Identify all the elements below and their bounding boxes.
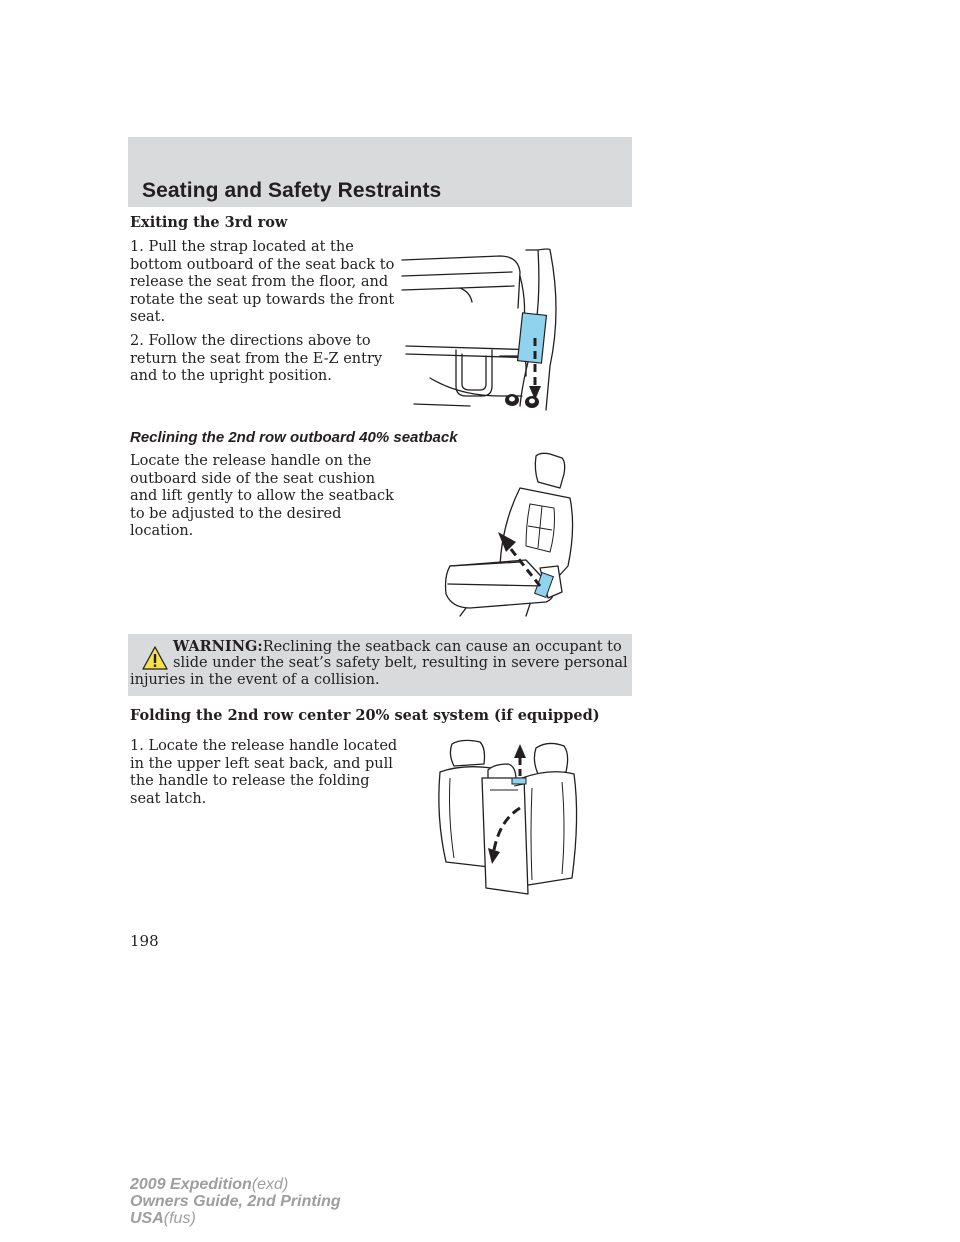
text-line: outboard side of the seat cushion xyxy=(130,470,376,487)
folding-step-1-text xyxy=(130,738,397,808)
warning-line-3: injuries in the event of a collision. xyxy=(130,672,380,688)
page-number: 198 xyxy=(130,932,159,950)
footer-line-1 xyxy=(130,1176,341,1193)
text-line: 2. Follow the directions above to xyxy=(130,333,371,349)
text-line: the handle to release the folding xyxy=(130,773,370,789)
warning-label: WARNING: xyxy=(173,638,263,655)
footer-line-3 xyxy=(130,1210,341,1227)
text-line: bottom outboard of the seat back to xyxy=(130,256,395,273)
text-line: to be adjusted to the desired xyxy=(130,505,342,522)
step-2-text xyxy=(130,333,382,386)
section-header-band xyxy=(128,137,632,207)
step-1-text xyxy=(130,239,394,327)
illustration-3rd-row-strap xyxy=(400,246,580,414)
heading-folding-2nd-row-center: Folding the 2nd row center 20% seat system (if equipped) xyxy=(130,707,600,724)
text-line: release the seat from the floor, and xyxy=(130,274,389,290)
illustration-reclining-seatback xyxy=(430,448,580,618)
warning-text-1: Reclining the seatback can cause an occupant to xyxy=(262,639,622,655)
footer-model: 2009 Expedition xyxy=(130,1176,252,1193)
text-line: and lift gently to allow the seatback xyxy=(130,488,394,504)
reclining-body-text xyxy=(130,453,394,541)
text-line: location. xyxy=(130,523,194,539)
illustration-folding-center-seat xyxy=(432,738,582,900)
text-line: seat latch. xyxy=(130,790,207,807)
text-line: 1. Pull the strap located at the xyxy=(130,239,354,255)
heading-exiting-3rd-row: Exiting the 3rd row xyxy=(130,214,288,231)
footer-line-2: Owners Guide, 2nd Printing xyxy=(130,1193,341,1210)
text-line: 1. Locate the release handle located xyxy=(130,738,398,754)
text-line: in the upper left seat back, and pull xyxy=(130,755,393,772)
document-footer xyxy=(130,1176,341,1227)
text-line: Locate the release handle on the xyxy=(130,453,372,469)
text-line: and to the upright position. xyxy=(130,368,332,384)
warning-triangle-icon xyxy=(142,646,168,670)
section-title: Seating and Safety Restraints xyxy=(142,179,442,202)
warning-box xyxy=(128,634,632,696)
text-line: seat. xyxy=(130,309,166,325)
warning-line-1 xyxy=(173,638,622,657)
footer-model-code: (exd) xyxy=(251,1176,289,1193)
text-line: return the seat from the E-Z entry xyxy=(130,350,383,367)
heading-reclining-2nd-row: Reclining the 2nd row outboard 40% seatback xyxy=(130,429,458,446)
footer-market: USA xyxy=(130,1210,164,1227)
text-line: rotate the seat up towards the front xyxy=(130,291,395,308)
warning-line-2: slide under the seat’s safety belt, resulting in severe personal xyxy=(173,655,628,671)
footer-market-code: (fus) xyxy=(163,1210,196,1227)
